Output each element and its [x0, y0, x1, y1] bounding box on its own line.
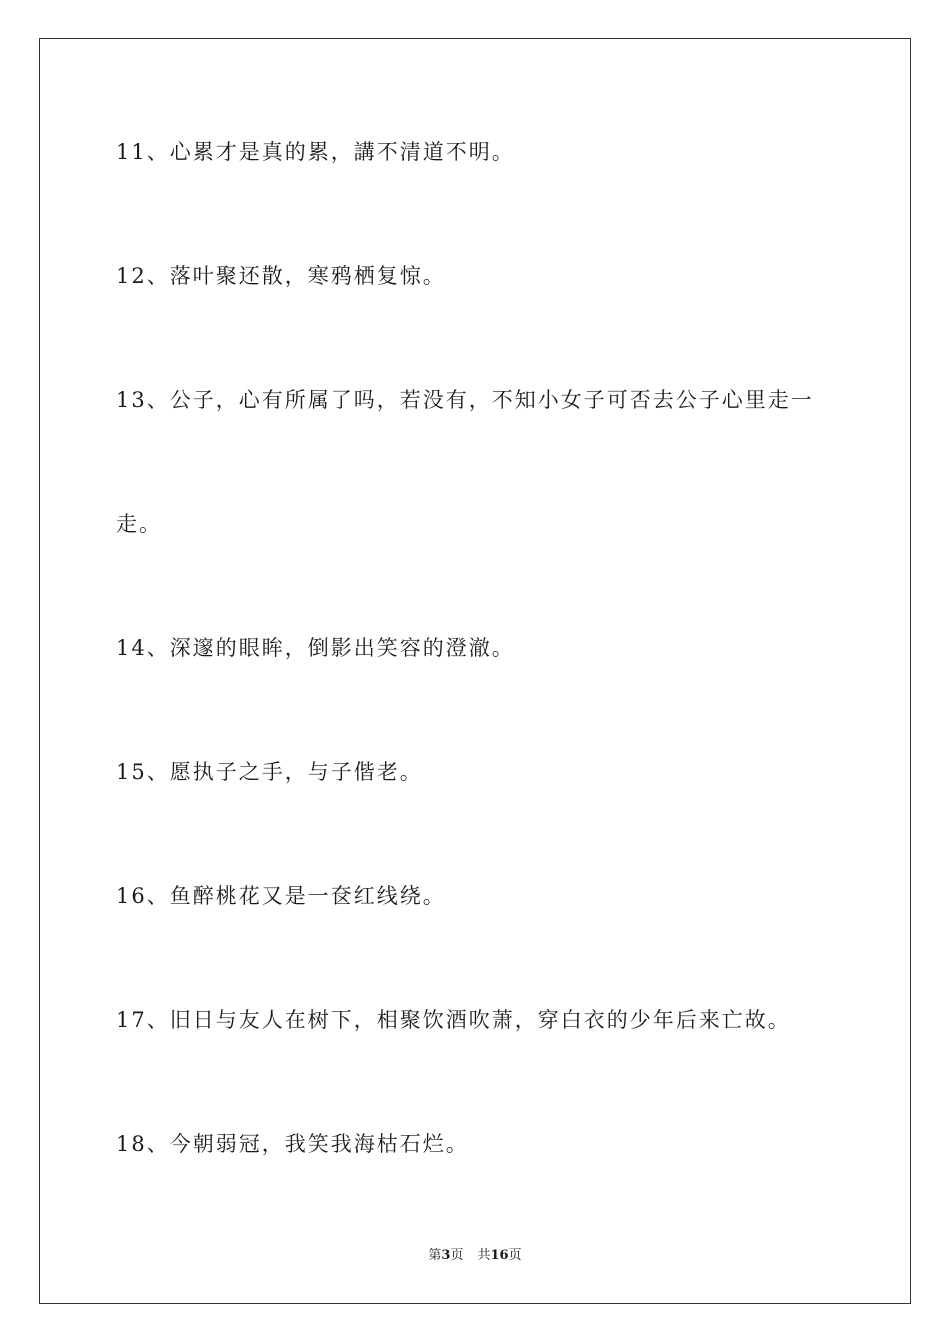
page-footer	[0, 1247, 950, 1265]
text-line-15: 15、愿执子之手，与子偕老。	[116, 760, 423, 784]
text-line-16: 16、鱼醉桃花又是一奁红线绕。	[116, 884, 446, 908]
page-prefix: 第	[428, 1248, 442, 1263]
text-line-14: 14、深邃的眼眸，倒影出笑容的澄澈。	[116, 636, 515, 660]
text-line-12: 12、落叶聚还散，寒鸦栖复惊。	[116, 264, 446, 288]
total-prefix: 共	[477, 1248, 491, 1263]
page-border	[39, 38, 911, 1304]
text-line-13: 13、公子，心有所属了吗，若没有，不知小女子可否去公子心里走一	[116, 388, 814, 412]
text-line-11: 11、心累才是真的累，講不清道不明。	[116, 140, 515, 164]
total-pages: 16	[490, 1248, 509, 1263]
text-line-18: 18、今朝弱冠，我笑我海枯石烂。	[116, 1132, 469, 1156]
text-line-17: 17、旧日与友人在树下，相聚饮酒吹萧，穿白衣的少年后来亡故。	[116, 1008, 791, 1032]
text-line-13-continuation: 走。	[116, 512, 162, 536]
page-number: 3	[441, 1248, 451, 1263]
page-suffix: 页	[450, 1248, 464, 1263]
total-suffix: 页	[508, 1248, 522, 1263]
